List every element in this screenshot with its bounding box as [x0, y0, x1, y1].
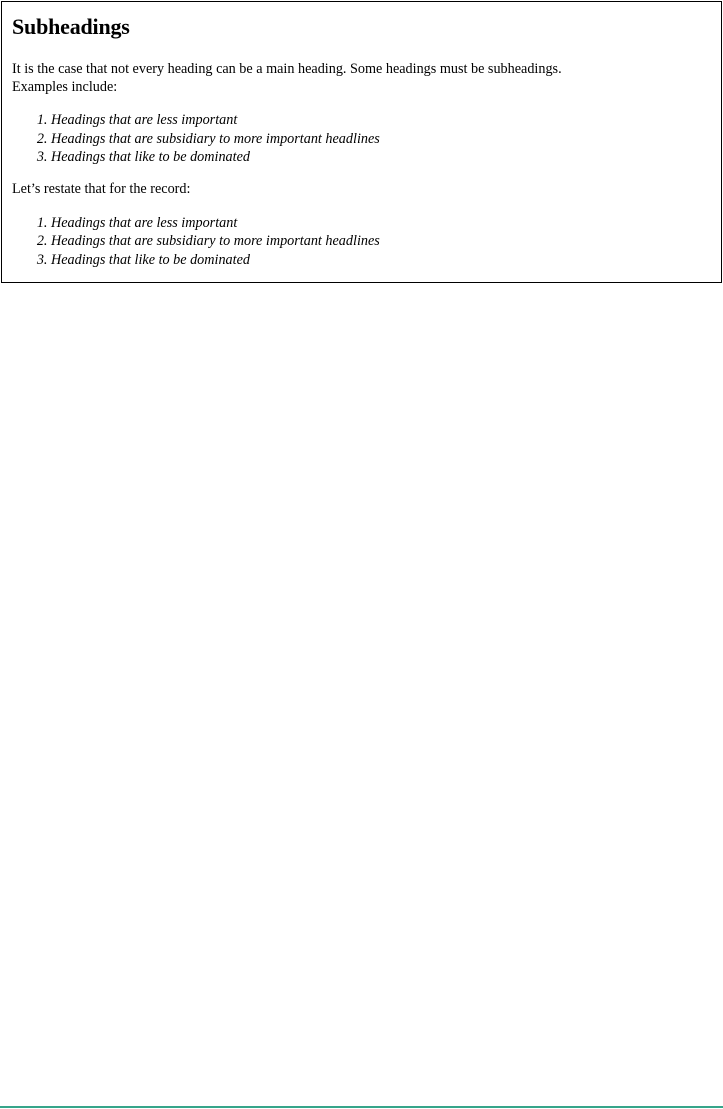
content-frame [1, 1, 722, 283]
list-item: 2. Headings that are subsidiary to more important headlines [51, 232, 572, 251]
list-item: 2. Headings that are subsidiary to more important headlines [51, 130, 572, 149]
bottom-divider [0, 1106, 723, 1108]
examples-list [12, 111, 572, 167]
restate-paragraph: Let’s restate that for the record: [12, 180, 191, 197]
article-body [12, 14, 572, 270]
list-item: 3. Headings that like to be dominated [51, 148, 572, 167]
intro-paragraph: It is the case that not every heading can be a main heading. Some headings must be subheadings. Examples include: [12, 61, 562, 95]
list-item: 1. Headings that are less important [51, 214, 572, 233]
restated-examples-list [12, 214, 572, 270]
list-item: 3. Headings that like to be dominated [51, 251, 572, 270]
list-item: 1. Headings that are less important [51, 111, 572, 130]
section-heading: Subheadings [12, 14, 130, 39]
